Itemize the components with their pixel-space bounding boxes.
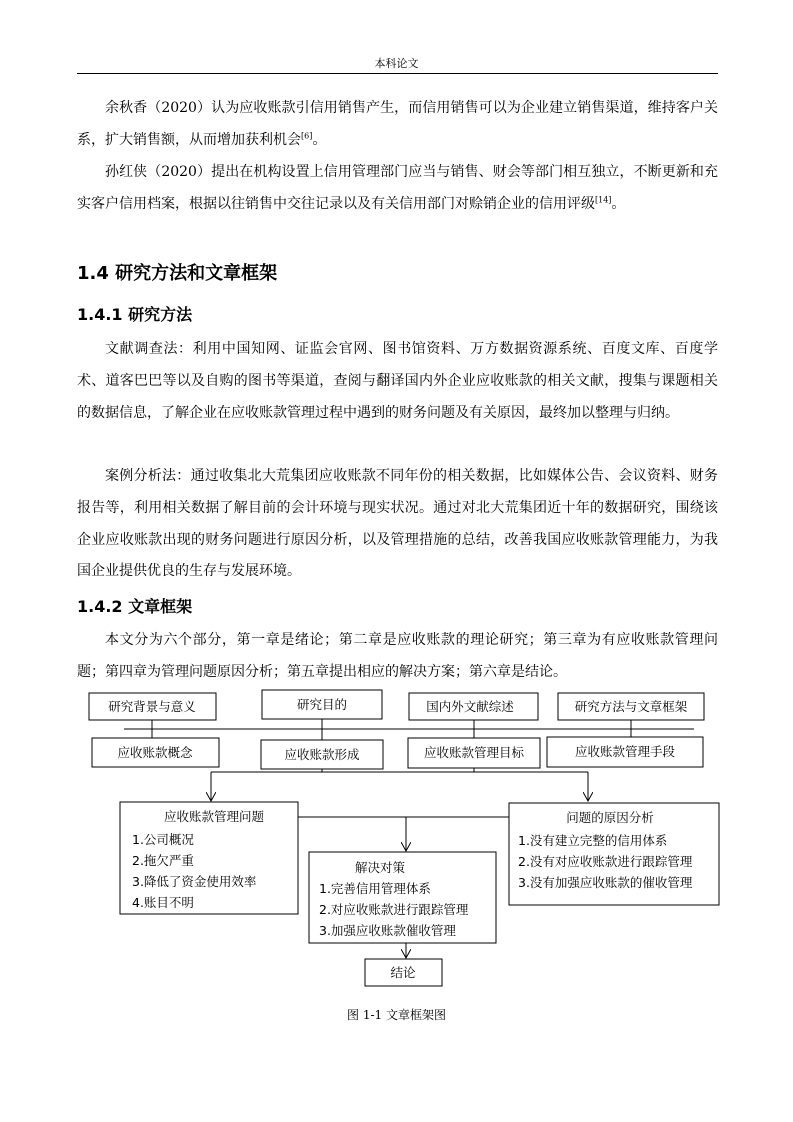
solutions-item: 2.对应收账款进行跟踪管理 bbox=[319, 902, 469, 917]
label-research-background: 研究背景与意义 bbox=[108, 699, 196, 714]
heading-1-4-2: 1.4.2 文章框架 bbox=[77, 597, 193, 616]
problems-item: 2.拖欠严重 bbox=[132, 853, 194, 868]
paragraph-case-method: 案例分析法：通过收集北大荒集团应收账款不同年份的相关数据，比如媒体公告、会议资料、财务报告等，利用相关数据了解目前的会计环境与现实状况。通过对北大荒集团近十年的数据研究，围绕该企业应收账款出现的财务问题进行原因分析，以及管理措施的总结，改善我国应收账款管理能力，为我国企业提供优良的生存与发展环境。 bbox=[77, 468, 718, 580]
citation-ref: [14] bbox=[595, 195, 612, 205]
paragraph-end: 。 bbox=[312, 131, 327, 148]
label-methods-framework: 研究方法与文章框架 bbox=[574, 699, 688, 714]
solutions-title: 解决对策 bbox=[354, 860, 406, 875]
label-research-purpose: 研究目的 bbox=[296, 697, 348, 712]
label-literature-review: 国内外文献综述 bbox=[426, 699, 514, 714]
solutions-item: 3.加强应收账款催收管理 bbox=[319, 923, 456, 938]
citation-ref: [6] bbox=[301, 131, 313, 141]
paragraph-text: 余秋香（2020）认为应收账款引信用销售产生，而信用销售可以为企业建立销售渠道，维持客户关系，扩大销售额，从而增加获利机会 bbox=[77, 100, 718, 148]
label-conclusion: 结论 bbox=[390, 965, 416, 980]
page-header: 本科论文 bbox=[374, 57, 419, 70]
label-ar-formation: 应收账款形成 bbox=[284, 747, 360, 762]
label-ar-goals: 应收账款管理目标 bbox=[423, 745, 525, 760]
causes-item: 1.没有建立完整的信用体系 bbox=[518, 833, 668, 848]
paragraph-structure: 本文分为六个部分，第一章是绪论；第二章是应收账款的理论研究；第三章为有应收账款管理问题；第四章为管理问题原因分析；第五章提出相应的解决方案；第六章是结论。 bbox=[77, 632, 718, 680]
causes-item: 3.没有加强应收账款的催收管理 bbox=[518, 875, 693, 890]
label-ar-means: 应收账款管理手段 bbox=[574, 744, 676, 759]
figure-caption: 图 1-1 文章框架图 bbox=[347, 1008, 446, 1022]
label-ar-concept: 应收账款概念 bbox=[117, 745, 193, 760]
causes-item: 2.没有对应收账款进行跟踪管理 bbox=[518, 854, 693, 869]
solutions-item: 1.完善信用管理体系 bbox=[319, 881, 431, 896]
paragraph-end: 。 bbox=[611, 195, 626, 212]
problems-item: 1.公司概况 bbox=[132, 832, 194, 847]
problems-item: 3.降低了资金使用效率 bbox=[132, 874, 257, 889]
heading-1-4-1: 1.4.1 研究方法 bbox=[77, 305, 193, 324]
problems-title: 应收账款管理问题 bbox=[163, 809, 265, 824]
paragraph-literature-method: 文献调查法：利用中国知网、证监会官网、图书馆资料、万方数据资源系统、百度文库、百度学术、道客巴巴等以及自购的图书等渠道，查阅与翻译国内外企业应收账款的相关文献，搜集与课题相关的数据信息，了解企业在应收账款管理过程中遇到的财务问题及有关原因，最终加以整理与归纳。 bbox=[77, 341, 718, 421]
paragraph-text: 孙红侠（2020）提出在机构设置上信用管理部门应当与销售、财会等部门相互独立，不断更新和充实客户信用档案，根据以往销售中交往记录以及有关信用部门对赊销企业的信用评级 bbox=[77, 164, 718, 212]
causes-title: 问题的原因分析 bbox=[566, 810, 654, 825]
heading-1-4: 1.4 研究方法和文章框架 bbox=[77, 263, 278, 284]
problems-item: 4.账目不明 bbox=[132, 895, 194, 910]
